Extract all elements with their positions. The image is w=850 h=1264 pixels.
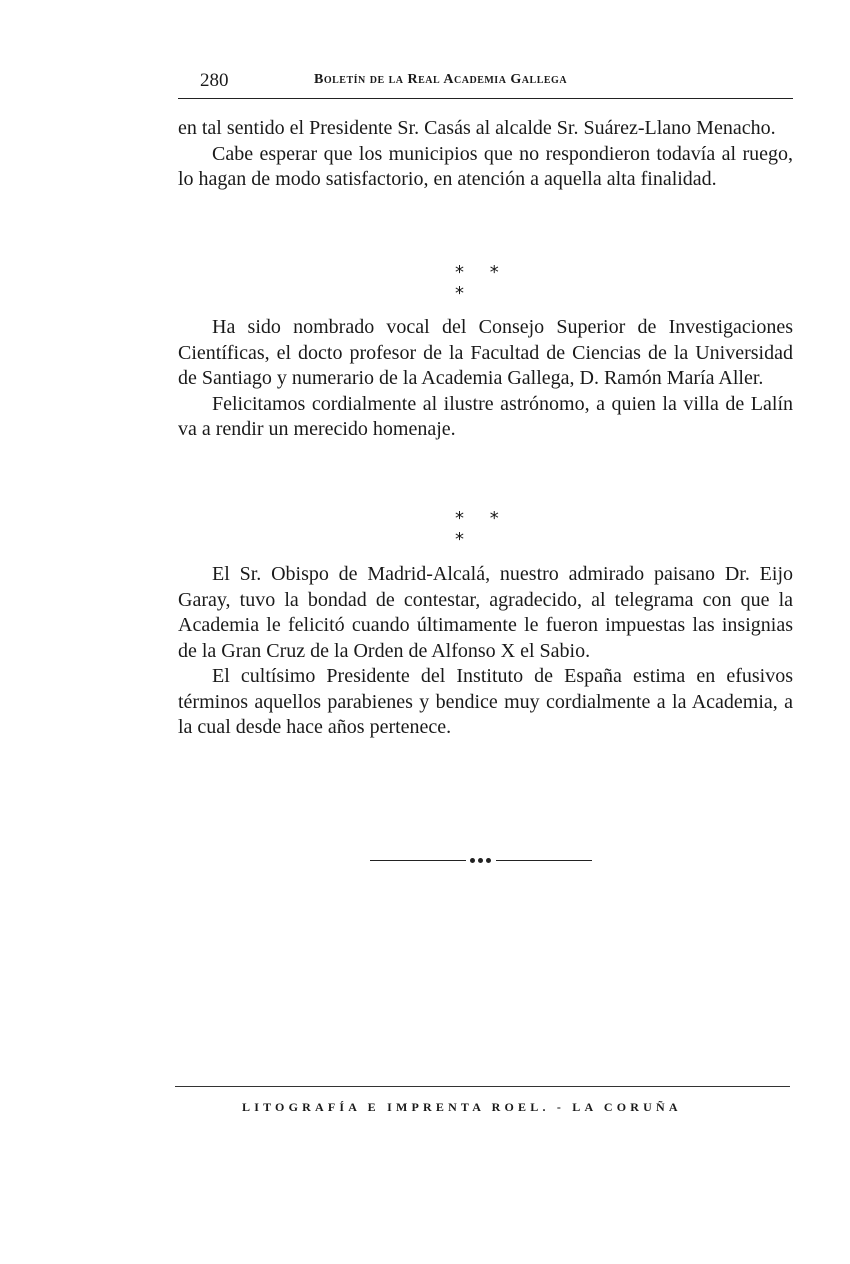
paragraph: El cultísimo Presidente del Instituto de España estima en efusivos términos aquellos parabienes y bendice muy cordialmente a la Academia, a la cual desde hace años pertenece. xyxy=(178,665,793,738)
end-ornament xyxy=(370,858,592,864)
ornament-line xyxy=(370,860,466,861)
ornament-dot xyxy=(470,858,475,863)
paragraph: en tal sentido el Presidente Sr. Casás al alcalde Sr. Suárez-Llano Menacho. xyxy=(178,117,776,139)
printer-imprint: LITOGRAFÍA E IMPRENTA ROEL. - LA CORUÑA xyxy=(242,1100,682,1114)
asterism-separator: * * * xyxy=(455,262,509,304)
journal-title: Boletín de la Real Academia Gallega xyxy=(314,72,568,87)
page-number: 280 xyxy=(200,70,229,91)
paragraph: Cabe esperar que los municipios que no respondieron todavía al ruego, lo hagan de modo satisfactorio, en atención a aquella alta finalidad. xyxy=(178,142,793,190)
paragraph: Felicitamos cordialmente al ilustre astrónomo, a quien la villa de Lalín va a rendir un merecido homenaje. xyxy=(178,392,793,440)
section-municipios xyxy=(178,116,793,193)
paragraph: Ha sido nombrado vocal del Consejo Superior de Investigaciones Científicas, el docto profesor de la Facultad de Ciencias de la Universidad de Santiago y numerario de la Academia Gallega, D. Ramón María Aller. xyxy=(178,316,793,389)
footer-rule xyxy=(175,1086,790,1087)
ornament-dot xyxy=(486,858,491,863)
section-eijo-garay xyxy=(178,562,793,741)
section-aller xyxy=(178,315,793,443)
asterism-separator: * * * xyxy=(455,508,509,550)
paragraph: El Sr. Obispo de Madrid-Alcalá, nuestro admirado paisano Dr. Eijo Garay, tuvo la bondad de contestar, agradecido, al telegrama con que la Academia le felicitó cuando últimamente le fueron impuestas las insignias de la Gran Cruz de la Orden de Alfonso X el Sabio. xyxy=(178,563,793,662)
running-header xyxy=(178,68,793,99)
ornament-dot xyxy=(478,858,483,863)
ornament-line xyxy=(496,860,592,861)
